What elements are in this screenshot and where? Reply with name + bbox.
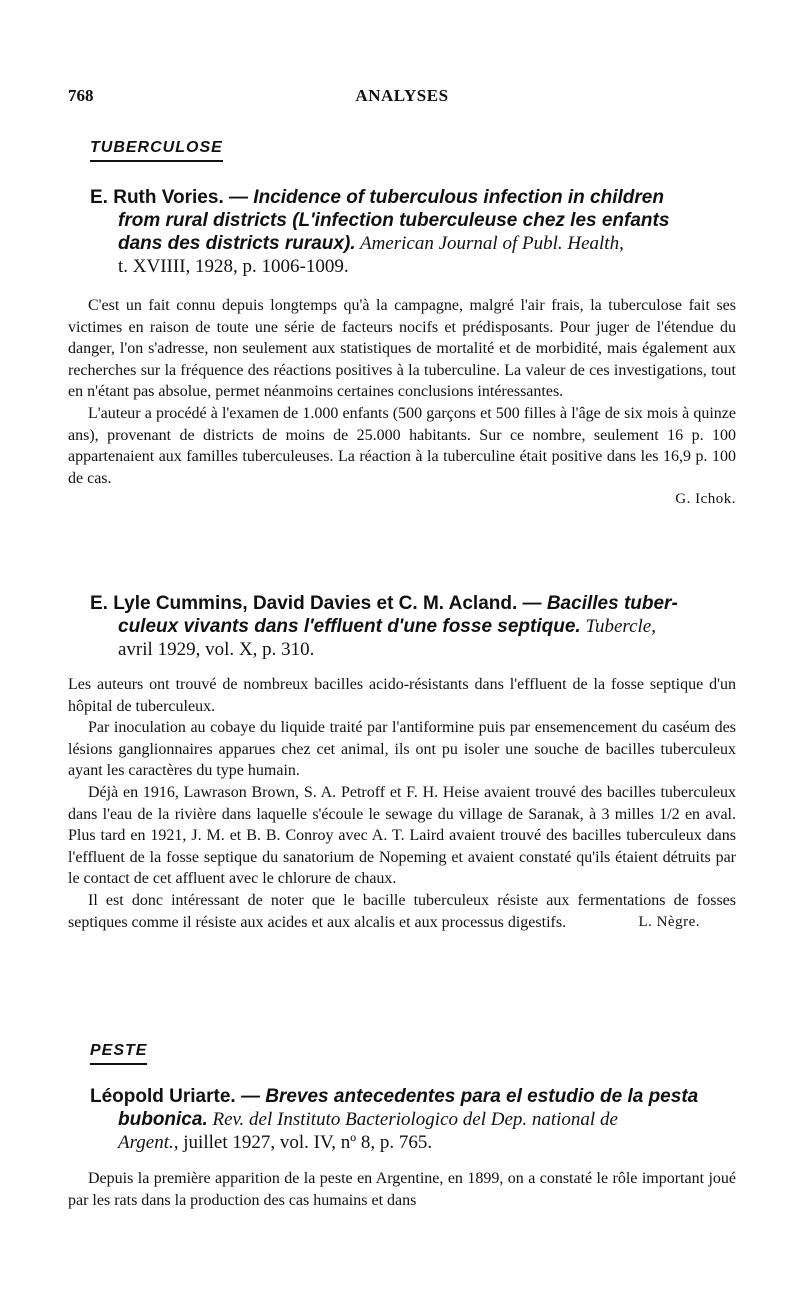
paragraph: Les auteurs ont trouvé de nombreux bacilles acido-résistants dans l'effluent de la fosse septique d'un hôpital de tuberculeux. xyxy=(68,676,736,715)
reference-article-2 xyxy=(90,592,736,661)
reference-details: t. XVIIII, 1928, p. 1006-1009. xyxy=(118,256,349,277)
reference-line xyxy=(90,186,736,209)
reference-line xyxy=(90,1108,736,1131)
paragraph: Par inoculation au cobaye du liquide traité par l'antiformine puis par ensemencement du caséum des lésions ganglionnaires apparues chez cet animal, ils ont pu isoler une souche de bacilles tuberculeux ayant les caractères du type humain. xyxy=(68,719,736,780)
reference-title: culeux vivants dans l'effluent d'une fosse septique. xyxy=(118,616,581,637)
reference-source: American Journal of Publ. Health, xyxy=(355,233,624,254)
article-1-body xyxy=(68,295,736,511)
paragraph: Depuis la première apparition de la peste en Argentine, en 1899, on a constaté le rôle important joué par les rats dans la production des cas humains et dans xyxy=(68,1170,736,1209)
reference-line xyxy=(90,1131,736,1154)
reference-title: bubonica. xyxy=(118,1109,208,1130)
paragraph: Il est donc intéressant de noter que le bacille tuberculeux résiste aux fermentations de fosses septiques comme il résiste aux acides et aux alcalis et aux processus digestifs. xyxy=(68,891,736,931)
reference-title: — Bacilles tuber- xyxy=(517,593,678,614)
reference-author: E. Lyle Cummins, David Davies et C. M. Acland. xyxy=(90,593,518,614)
reference-line xyxy=(90,638,736,661)
article-2-body xyxy=(68,674,736,934)
signature: G. Ichok. xyxy=(675,491,736,508)
reference-details: juillet 1927, vol. IV, nº 8, p. 765. xyxy=(178,1132,433,1153)
reference-details: avril 1929, vol. X, p. 310. xyxy=(118,639,315,660)
reference-article-1 xyxy=(90,186,736,278)
running-head xyxy=(68,86,736,110)
reference-line xyxy=(90,232,736,255)
reference-source: Rev. del Instituto Bacteriologico del Dep. national de xyxy=(207,1109,618,1130)
page-number: 768 xyxy=(68,86,94,105)
reference-line xyxy=(90,615,736,638)
reference-title: from rural districts (L'infection tuberculeuse chez les enfants xyxy=(118,210,670,231)
reference-title: — Breves antecedentes para el estudio de la pesta xyxy=(235,1086,699,1107)
signature: L. Nègre. xyxy=(638,914,700,931)
reference-title: — Incidence of tuberculous infection in children xyxy=(223,187,664,208)
reference-line xyxy=(90,1085,736,1108)
reference-title: dans des districts ruraux). xyxy=(118,233,356,254)
reference-line xyxy=(90,209,736,232)
section-title-tuberculose: TUBERCULOSE xyxy=(90,139,223,162)
reference-author: E. Ruth Vories. xyxy=(90,187,224,208)
reference-article-3 xyxy=(90,1085,736,1154)
section-title-peste: PESTE xyxy=(90,1042,147,1065)
paragraph: C'est un fait connu depuis longtemps qu'à la campagne, malgré l'air frais, la tuberculose fait ses victimes en raison de toute une série de facteurs nocifs et prédisposants. Pour juger de l'étendue du danger, l'on s'adresse, non seulement aux statistiques de mortalité et de morbidité, mais également aux recherches sur la fréquence des réactions positives à la tuberculine. La valeur de ces investigations, tout en n'étant pas absolue, permet néanmoins certaines conclusions intéressantes. xyxy=(68,297,736,401)
article-3-body xyxy=(68,1168,736,1211)
journal-section-title: ANALYSES xyxy=(355,86,449,105)
paragraph: Déjà en 1916, Lawrason Brown, S. A. Petroff et F. H. Heise avaient trouvé des bacilles tuberculeux dans l'eau de la rivière dans laquelle s'écoule le sewage du village de Saranak, à 3 milles 1/2 en aval. Plus tard en 1921, J. M. et B. B. Conroy avec A. T. Laird avaient trouvé des bacilles tuberculeux dans l'effluent de la fosse septique du sanatorium de Nopeming et avaient constaté qu'ils étaient détruits par le contact de cet affluent avec le chlorure de chaux. xyxy=(68,783,736,888)
reference-line xyxy=(90,255,736,278)
reference-author: Léopold Uriarte. xyxy=(90,1086,236,1107)
paragraph: L'auteur a procédé à l'examen de 1.000 enfants (500 garçons et 500 filles à l'âge de six mois à quinze ans), provenant de districts de moins de 25.000 habitants. Sur ce nombre, seulement 16 p. 100 appartenaient aux familles tuberculeuses. La réaction à la tuberculine était positive dans les 16,9 p. 100 de cas. xyxy=(68,404,736,487)
reference-source: Argent., xyxy=(118,1132,179,1153)
reference-source: Tubercle, xyxy=(580,616,656,637)
reference-line xyxy=(90,592,736,615)
